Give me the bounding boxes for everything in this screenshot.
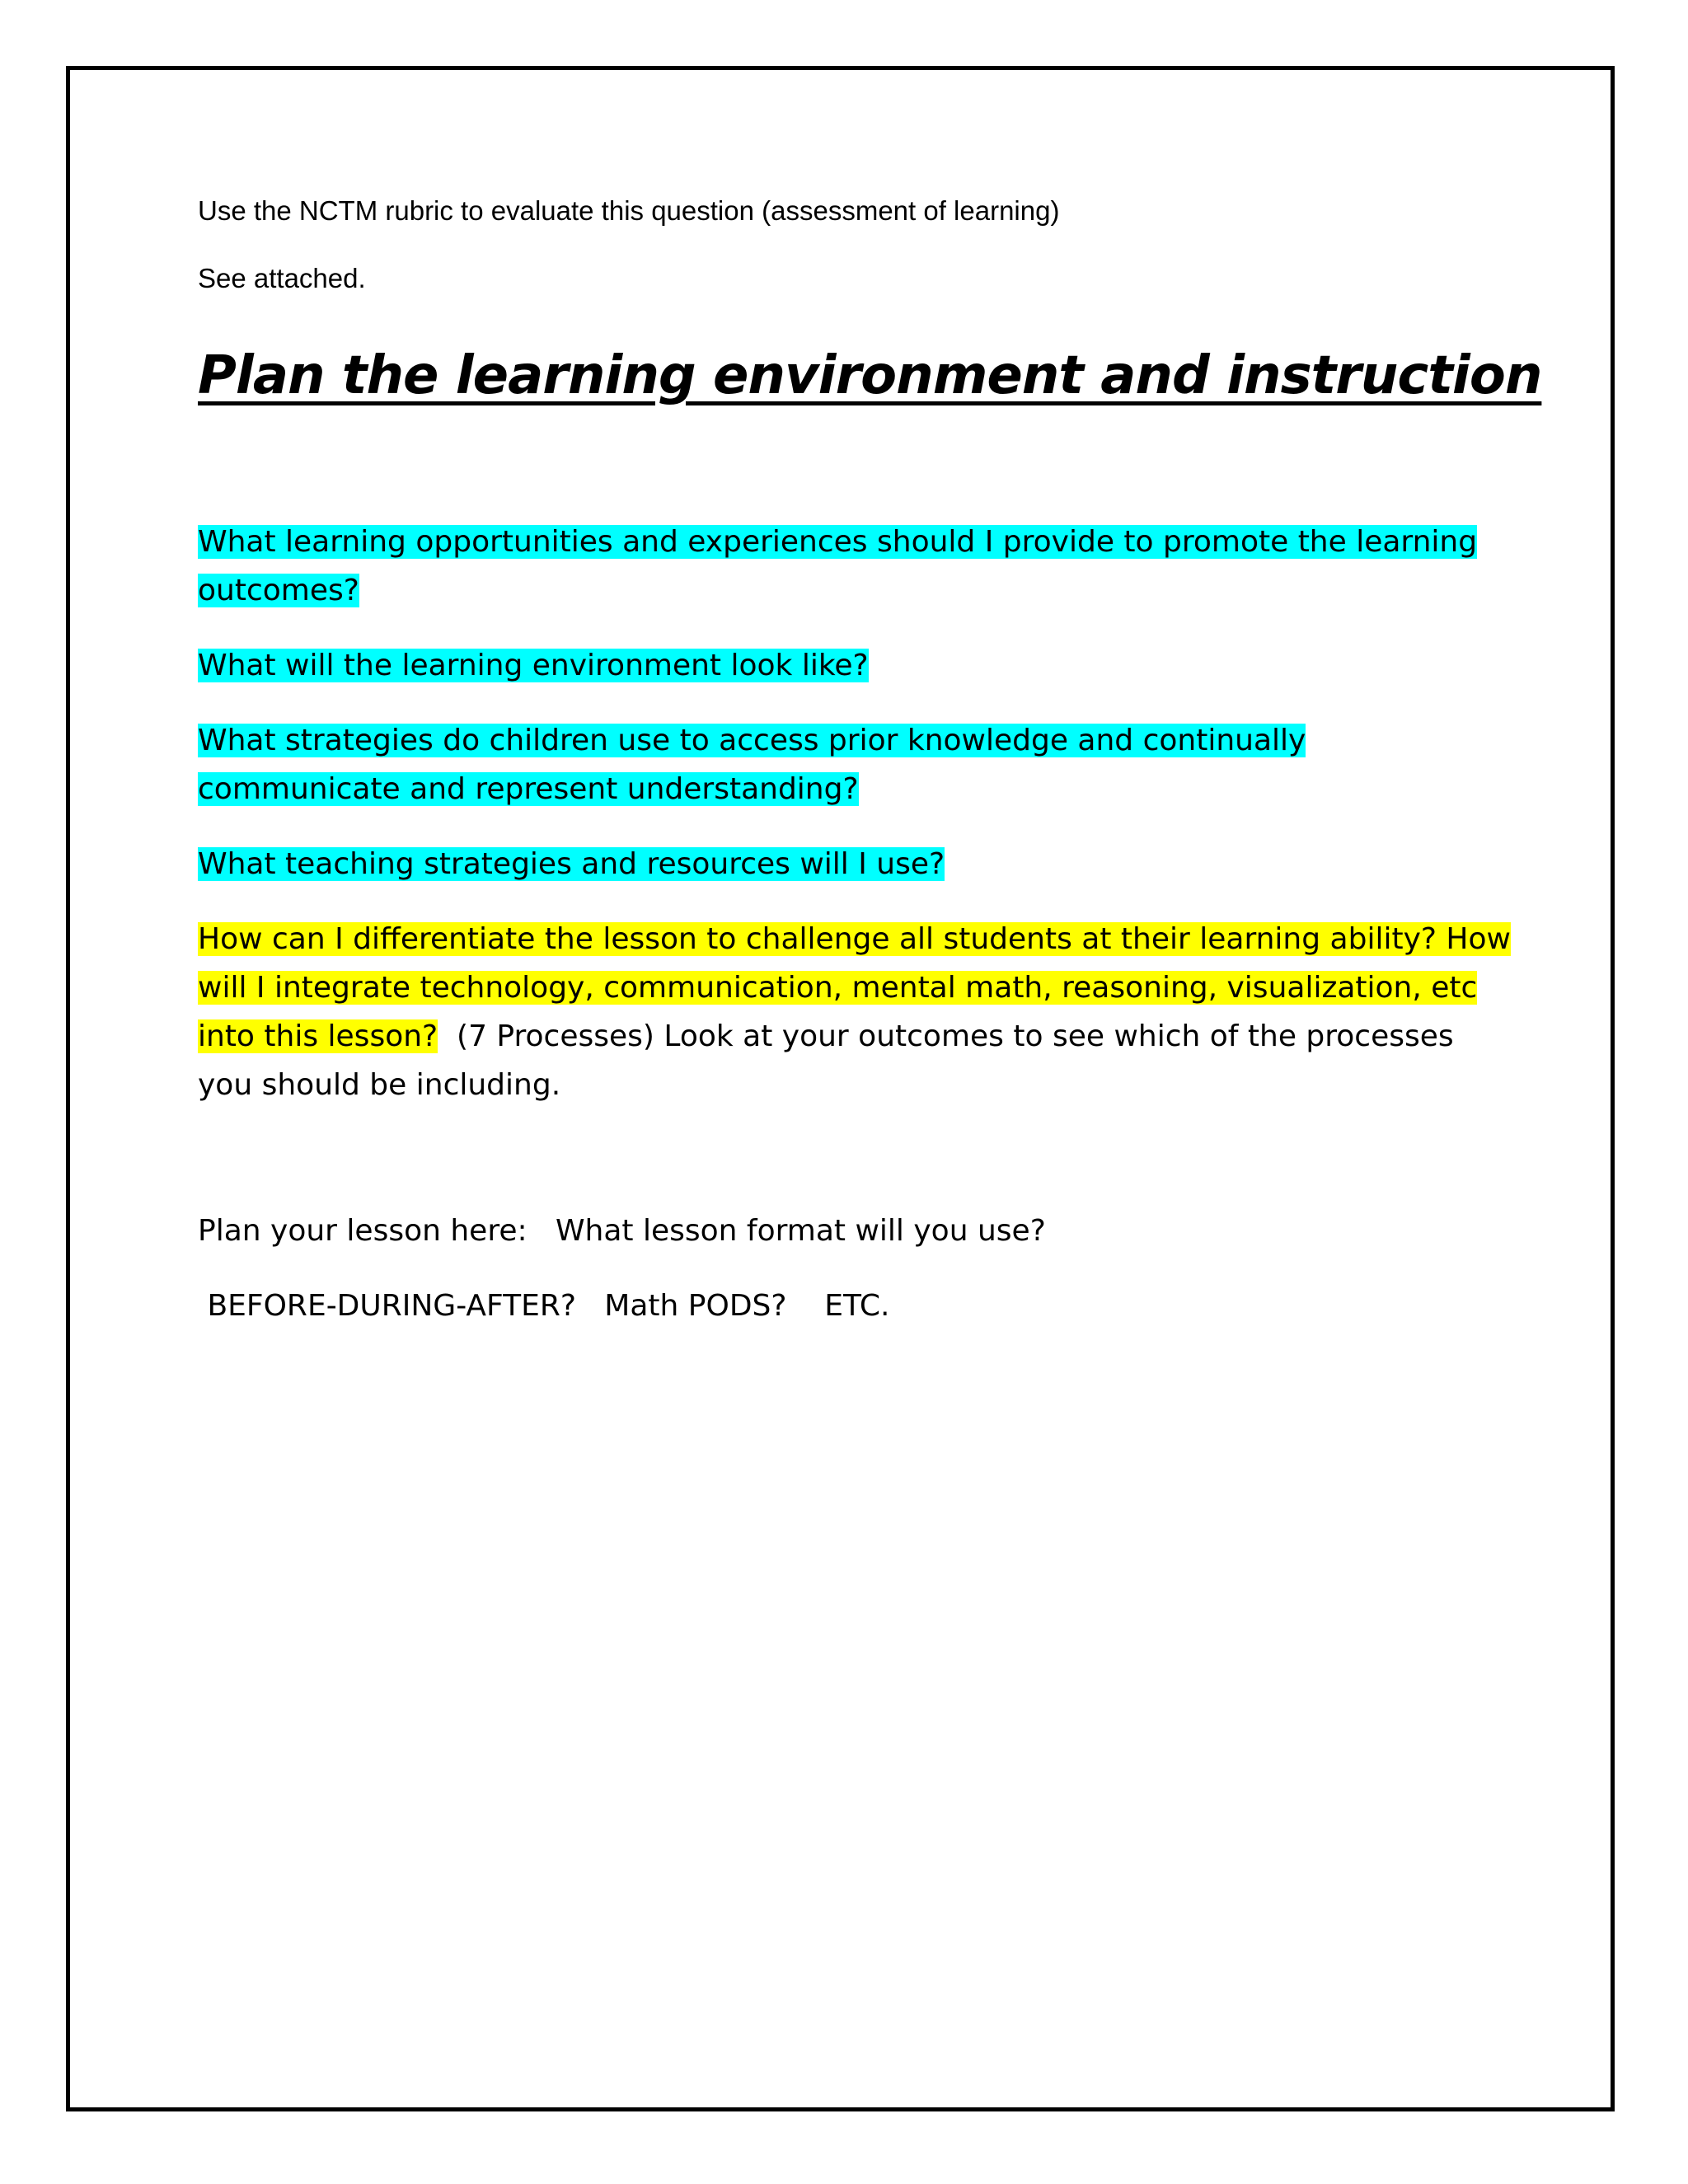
plan-lesson-line: Plan your lesson here: What lesson format will you use?: [198, 1214, 1046, 1248]
question-strategies-children: [198, 716, 1517, 813]
question-learning-environment: [198, 641, 1517, 690]
document-body: [198, 194, 1542, 1330]
lesson-format-options: BEFORE-DURING-AFTER? Math PODS? ETC.: [198, 1289, 890, 1323]
highlighted-text: What learning opportunities and experiences should I provide to promote the learning outcomes?: [198, 525, 1478, 607]
highlighted-text: What strategies do children use to access prior knowledge and continually communicate and represent understanding?: [198, 724, 1306, 806]
question-differentiate: [198, 915, 1517, 1109]
highlighted-text: What will the learning environment look like?: [198, 649, 869, 682]
highlighted-text: What teaching strategies and resources will I use?: [198, 847, 945, 881]
question-teaching-strategies: [198, 840, 1517, 888]
processes-note: (7 Processes) Look at your outcomes to see which of the processes you should be including.: [198, 1019, 1464, 1102]
question-learning-opportunities: [198, 518, 1517, 615]
page-title: Plan the learning environment and instruction: [198, 345, 1542, 406]
highlighted-text: How can I differentiate the lesson to challenge all students at their learning ability? How will I integrate technology, communication, mental math, reasoning, visualization, etc into this lesson?: [198, 922, 1511, 1053]
intro-rubric-line: Use the NCTM rubric to evaluate this question (assessment of learning): [198, 195, 1060, 226]
intro-attached-line: See attached.: [198, 263, 366, 293]
